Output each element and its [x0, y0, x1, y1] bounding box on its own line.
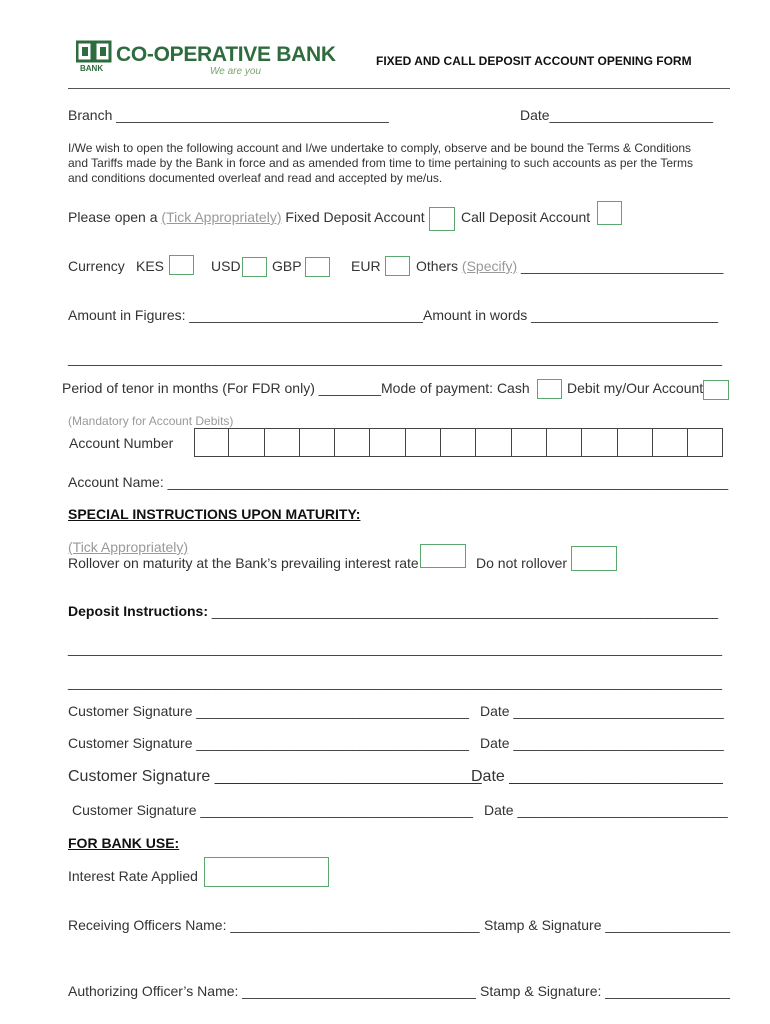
branch-field[interactable]: Branch ___________________________________ [68, 107, 389, 123]
account-name-field[interactable]: Account Name: ________________________________________________________________________ [68, 474, 729, 490]
signature-date-4[interactable]: Date ___________________________ [484, 802, 728, 818]
amount-words-field[interactable]: Amount in words ________________________ [423, 307, 719, 323]
account-digit-box[interactable] [582, 428, 617, 457]
account-digit-box[interactable] [229, 428, 264, 457]
receiving-officer-field[interactable]: Receiving Officers Name: ________________________________ [68, 917, 480, 933]
usd-checkbox[interactable] [242, 257, 267, 277]
cash-checkbox[interactable] [537, 379, 562, 399]
account-digit-box[interactable] [547, 428, 582, 457]
account-digit-box[interactable] [688, 428, 723, 457]
open-hint: (Tick Appropriately) [161, 209, 282, 225]
account-digit-box[interactable] [653, 428, 688, 457]
account-digit-box[interactable] [265, 428, 300, 457]
debit-account-label: Debit my/Our Account [567, 380, 704, 396]
signature-date-1[interactable]: Date ___________________________ [480, 703, 724, 719]
intro-line-2: and Tariffs made by the Bank in force and as amended from time to time pertaining to such accounts as per the Terms [68, 156, 694, 170]
account-number-boxes[interactable] [194, 428, 723, 457]
account-digit-box[interactable] [335, 428, 370, 457]
interest-rate-label: Interest Rate Applied [68, 868, 198, 884]
specify-line: __________________________ [521, 258, 724, 274]
specify-hint: (Specify) [461, 258, 518, 274]
bank-use-heading: FOR BANK USE: [68, 835, 180, 851]
authorizing-officer-field[interactable]: Authorizing Officer’s Name: ______________________________ [68, 983, 476, 999]
kes-label: KES [136, 258, 165, 274]
customer-signature-2[interactable]: Customer Signature ___________________________________ [68, 735, 469, 751]
deposit-instructions-line: _________________________________________________________________ [208, 603, 719, 619]
kes-checkbox[interactable] [169, 255, 194, 275]
payment-cash-label: Mode of payment: Cash [381, 380, 530, 396]
logo-mark-text: BANK [80, 64, 104, 73]
eur-checkbox[interactable] [385, 256, 410, 276]
date-field[interactable]: Date_____________________ [520, 107, 714, 123]
no-rollover-label: Do not rollover [476, 555, 568, 571]
call-deposit-label: Call Deposit Account [461, 209, 591, 225]
interest-rate-box[interactable] [204, 857, 329, 887]
account-digit-box[interactable] [476, 428, 511, 457]
amount-words-line[interactable]: ____________________________________________________________________________________ [68, 350, 723, 366]
account-digit-box[interactable] [370, 428, 405, 457]
deposit-instructions-line-2[interactable]: ____________________________________________________________________________________ [68, 640, 723, 656]
gbp-checkbox[interactable] [305, 257, 330, 277]
logo-tagline: We are you [210, 66, 261, 77]
account-digit-box[interactable] [300, 428, 335, 457]
tenor-field[interactable]: Period of tenor in months (For FDR only) ________ [62, 380, 382, 396]
customer-signature-3[interactable]: Customer Signature ______________________________ [68, 768, 482, 785]
amount-figures-field[interactable]: Amount in Figures: ______________________________ [68, 307, 423, 323]
account-digit-box[interactable] [512, 428, 547, 457]
deposit-instructions-row[interactable] [68, 603, 718, 619]
customer-signature-4[interactable]: Customer Signature ___________________________________ [72, 802, 473, 818]
mandatory-note: (Mandatory for Account Debits) [68, 414, 234, 428]
account-digit-box[interactable] [618, 428, 653, 457]
debit-account-checkbox[interactable] [703, 380, 729, 400]
others-label: Others [416, 258, 459, 274]
gbp-label: GBP [272, 258, 302, 274]
signature-date-3[interactable]: Date ________________________ [471, 768, 723, 785]
deposit-instructions-line-3[interactable]: ____________________________________________________________________________________ [68, 674, 723, 690]
account-number-label: Account Number [69, 435, 174, 451]
intro-line-1: I/We wish to open the following account and I/we undertake to comply, observe and be bound the Terms & Conditions [68, 141, 692, 155]
intro-line-3: and conditions documented overleaf and read and accepted by me/us. [68, 171, 443, 185]
account-digit-box[interactable] [194, 428, 229, 457]
open-row [68, 209, 425, 225]
usd-label: USD [211, 258, 241, 274]
receiving-stamp-field[interactable]: Stamp & Signature ________________ [484, 917, 730, 933]
header-divider [68, 88, 730, 89]
fixed-deposit-label: Fixed Deposit Account [285, 209, 425, 225]
account-digit-box[interactable] [406, 428, 441, 457]
fixed-deposit-checkbox[interactable] [429, 207, 455, 231]
open-prefix: Please open a [68, 209, 158, 225]
deposit-instructions-label: Deposit Instructions: [68, 603, 209, 619]
currency-label: Currency [68, 258, 125, 274]
customer-signature-1[interactable]: Customer Signature ___________________________________ [68, 703, 469, 719]
rollover-label: Rollover on maturity at the Bank’s prevailing interest rate [68, 555, 419, 571]
rollover-checkbox[interactable] [420, 544, 466, 568]
account-digit-box[interactable] [441, 428, 476, 457]
eur-label: EUR [351, 258, 381, 274]
form-title: FIXED AND CALL DEPOSIT ACCOUNT OPENING FORM [376, 54, 692, 68]
special-hint: (Tick Appropriately) [68, 539, 189, 555]
signature-date-2[interactable]: Date ___________________________ [480, 735, 724, 751]
logo-text: CO-OPERATIVE BANK [116, 43, 336, 66]
others-row[interactable] [416, 258, 723, 274]
call-deposit-checkbox[interactable] [597, 201, 622, 225]
special-instructions-heading: SPECIAL INSTRUCTIONS UPON MATURITY: [68, 506, 361, 522]
authorizing-stamp-field[interactable]: Stamp & Signature: ________________ [480, 983, 730, 999]
no-rollover-checkbox[interactable] [571, 546, 617, 571]
